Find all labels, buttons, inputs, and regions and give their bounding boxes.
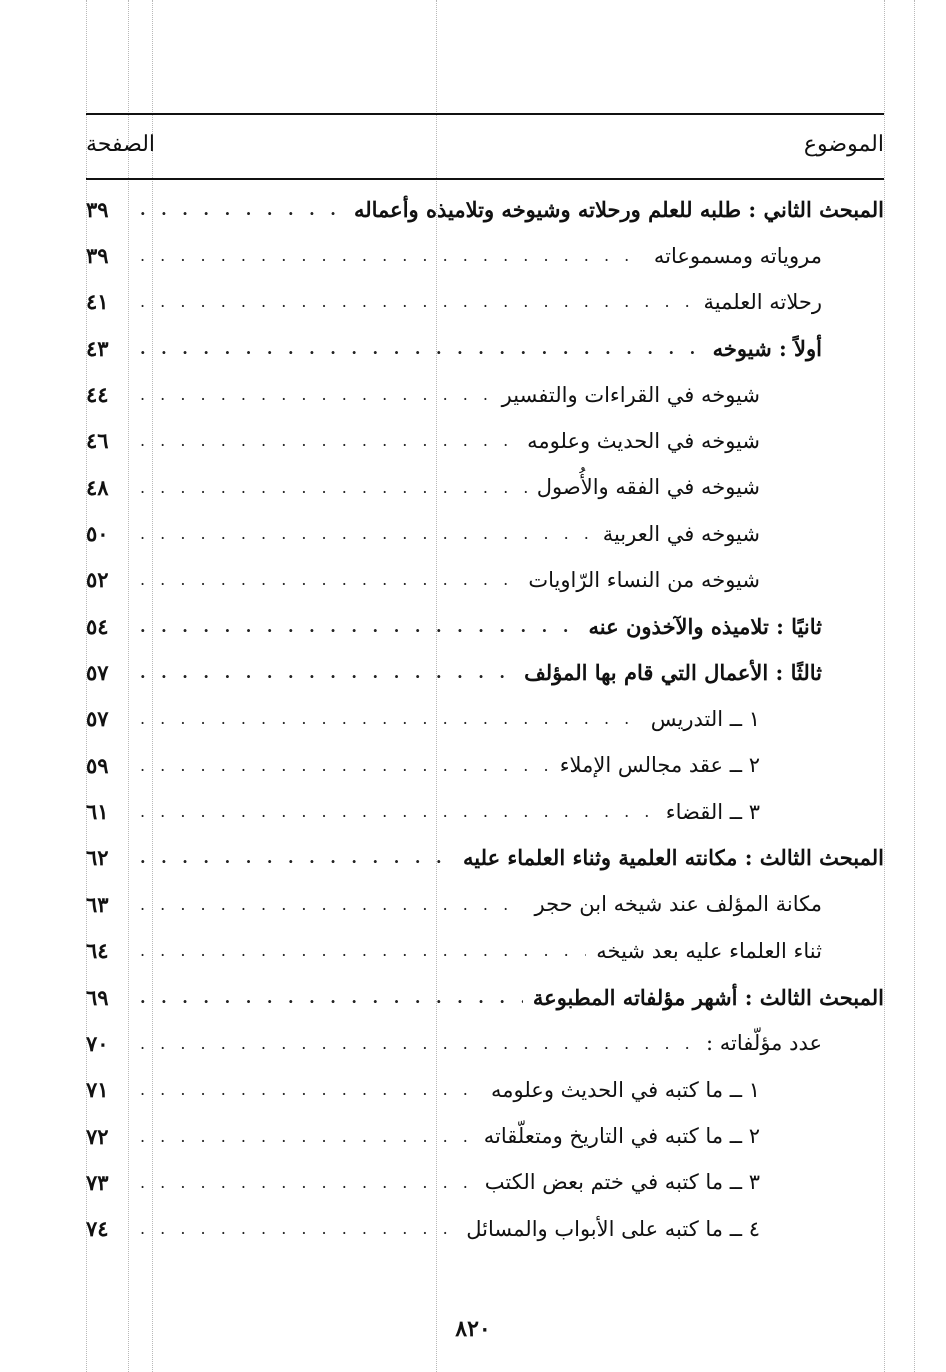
toc-entry-title: ٢ ــ ما كتبه في التاريخ ومتعلّقاته: [483, 1124, 760, 1149]
toc-entry-title: ثانيًا : تلاميذه والآخذون عنه: [588, 613, 822, 639]
toc-entry-title: ١ ــ التدريس: [650, 706, 760, 731]
dot-leader: [140, 431, 517, 450]
toc-entry: [86, 881, 884, 927]
toc-entry-page: ٧١: [86, 1077, 109, 1103]
toc-entry-page: ٣٩: [86, 196, 109, 222]
toc-entry-title: المبحث الثالث : مكانته العلمية وثناء العلماء عليه: [463, 845, 884, 871]
dot-leader: [140, 1080, 481, 1099]
dot-leader: [140, 200, 344, 219]
dot-leader: [140, 617, 579, 636]
toc-entry-title: شيوخه في الحديث وعلومه: [527, 428, 760, 453]
toc-entry: [86, 464, 884, 510]
toc-header: [86, 124, 884, 164]
dot-leader: [140, 570, 518, 589]
toc-entry: [86, 974, 884, 1020]
toc-entry: [86, 325, 884, 371]
toc-entry: [86, 649, 884, 695]
toc-entry: [86, 418, 884, 464]
dot-leader: [140, 1219, 456, 1238]
toc-entry-page: ٥٧: [86, 706, 109, 732]
toc-entry-title: شيوخه في القراءات والتفسير: [501, 382, 760, 407]
dot-leader: [140, 339, 703, 358]
dot-leader: [140, 988, 523, 1007]
toc-entry-page: ٥٧: [86, 660, 109, 686]
header-top-rule: [86, 113, 884, 115]
toc-entry: [86, 1113, 884, 1159]
toc-entry-title: المبحث الثالث : أشهر مؤلفاته المطبوعة: [532, 984, 884, 1010]
toc-entry-title: أولاً : شيوخه: [712, 335, 822, 361]
toc-entry-title: شيوخه في الفقه والأُصول: [536, 475, 760, 500]
toc-entry-page: ٤١: [86, 289, 109, 315]
toc-entry-title: مكانة المؤلف عند شيخه ابن حجر: [534, 892, 822, 917]
toc-entry-title: ٤ ــ ما كتبه على الأبواب والمسائل: [466, 1216, 760, 1241]
toc-entry-title: ٣ ــ القضاء: [665, 799, 760, 824]
toc-entry: [86, 928, 884, 974]
toc-entry-page: ٤٦: [86, 428, 109, 454]
toc-entry-page: ٥٩: [86, 752, 109, 778]
dot-leader: [140, 385, 492, 404]
dot-leader: [140, 1127, 474, 1146]
toc-entry-page: ٧٠: [86, 1030, 109, 1056]
toc-entry-page: ٧٣: [86, 1169, 109, 1195]
dot-leader: [140, 1034, 696, 1053]
toc-entry-page: ٤٤: [86, 382, 109, 408]
dot-leader: [140, 1173, 475, 1192]
dot-leader: [140, 709, 641, 728]
toc-entry: [86, 1206, 884, 1252]
dot-leader: [140, 941, 586, 960]
topic-column-label: الموضوع: [803, 131, 884, 157]
toc-entry-page: ٧٤: [86, 1216, 109, 1242]
toc-entry: [86, 232, 884, 278]
toc-entry-title: المبحث الثاني : طلبه للعلم ورحلاته وشيوخه وتلاميذه وأعماله: [353, 196, 884, 222]
toc-entry: [86, 557, 884, 603]
toc-entry-title: عدد مؤلّفاته :: [706, 1031, 822, 1056]
dot-leader: [140, 848, 453, 867]
toc-entry: [86, 186, 884, 232]
toc-entry: [86, 788, 884, 834]
toc-entry-title: شيوخه من النساء الرّاويات: [528, 567, 760, 592]
toc-entry: [86, 1159, 884, 1205]
toc-entry-title: ٣ ــ ما كتبه في ختم بعض الكتب: [484, 1170, 760, 1195]
toc-entry-page: ٦١: [86, 799, 109, 825]
toc-entry-page: ٥٢: [86, 567, 109, 593]
toc-list: [86, 186, 884, 1252]
toc-entry-title: ٢ ــ عقد مجالس الإملاء: [559, 753, 760, 778]
toc-entry-page: ٥٤: [86, 613, 109, 639]
margin-guide: [914, 0, 915, 1372]
toc-entry: [86, 603, 884, 649]
toc-entry-title: مروياته ومسموعاته: [653, 243, 822, 268]
toc-entry-page: ٦٣: [86, 891, 109, 917]
dot-leader: [140, 663, 514, 682]
toc-entry: [86, 510, 884, 556]
dot-leader: [140, 292, 694, 311]
dot-leader: [140, 756, 550, 775]
toc-entry: [86, 371, 884, 417]
dot-leader: [140, 802, 656, 821]
toc-entry-page: ٤٨: [86, 474, 109, 500]
toc-entry: [86, 1067, 884, 1113]
dot-leader: [140, 478, 527, 497]
toc-entry-page: ٦٤: [86, 938, 109, 964]
toc-entry: [86, 1020, 884, 1066]
header-bottom-rule: [86, 178, 884, 180]
toc-entry-title: شيوخه في العربية: [602, 521, 760, 546]
toc-entry-title: ١ ــ ما كتبه في الحديث وعلومه: [490, 1077, 760, 1102]
toc-entry: [86, 742, 884, 788]
toc-entry-page: ٥٠: [86, 521, 109, 547]
page-number: ٨٢٠: [455, 1316, 491, 1342]
toc-entry-page: ٣٩: [86, 243, 109, 269]
toc-entry-page: ٤٣: [86, 335, 109, 361]
margin-guide: [884, 0, 885, 1372]
page-column-label: الصفحة: [86, 131, 156, 157]
dot-leader: [140, 246, 644, 265]
toc-entry-title: ثناء العلماء عليه بعد شيخه: [596, 938, 822, 963]
dot-leader: [140, 895, 524, 914]
toc-entry: [86, 835, 884, 881]
toc-entry-page: ٧٢: [86, 1123, 109, 1149]
toc-entry-page: ٦٢: [86, 845, 109, 871]
dot-leader: [140, 524, 593, 543]
toc-entry-title: رحلاته العلمية: [703, 289, 822, 314]
toc-entry: [86, 696, 884, 742]
toc-entry: [86, 279, 884, 325]
toc-entry-page: ٦٩: [86, 984, 109, 1010]
toc-entry-title: ثالثًا : الأعمال التي قام بها المؤلف: [524, 660, 822, 686]
